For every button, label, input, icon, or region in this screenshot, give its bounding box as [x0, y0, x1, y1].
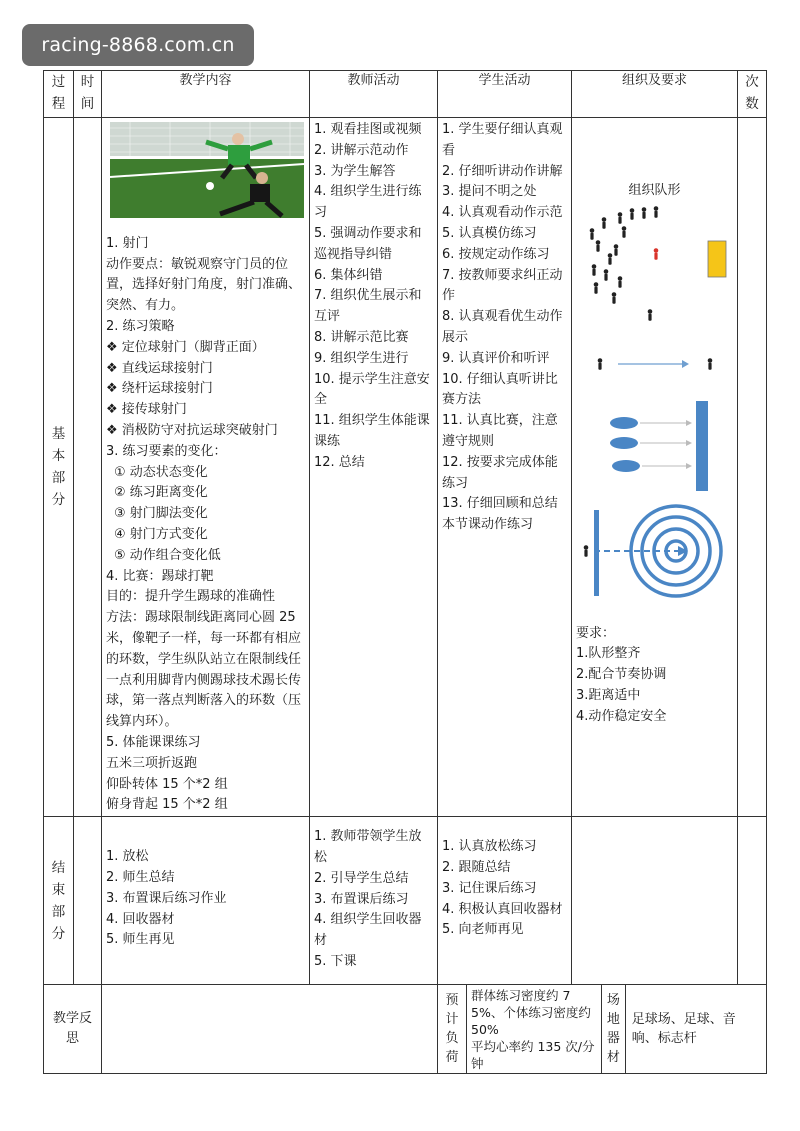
lesson-plan-table — [43, 70, 767, 1074]
content-line: ⑤ 动作组合变化低 — [114, 547, 221, 563]
header-process: 过程 — [51, 74, 66, 112]
content-line: ② 练习距离变化 — [114, 485, 208, 501]
content-line: 4. 比赛：踢球打靶 — [106, 568, 214, 584]
teacher-line: 11. 组织学生体能课课练 — [314, 413, 430, 449]
content-lines — [106, 234, 305, 816]
reflection-label: 教学反思 — [44, 985, 102, 1074]
content-line: 五米三项折返跑 — [106, 755, 198, 771]
student-line: 5. 向老师再见 — [442, 922, 524, 938]
header-teacher: 教师活动 — [310, 71, 438, 118]
content-line: 目的：提升学生踢球的准确性 — [106, 589, 276, 605]
content-line: 1. 放松 — [106, 849, 149, 865]
reflection-body — [102, 985, 438, 1074]
reflection-row — [44, 985, 767, 1074]
teacher-line: 1. 教师带领学生放松 — [314, 829, 422, 865]
student-line: 3. 记住课后练习 — [442, 880, 537, 896]
basic-content — [102, 118, 310, 817]
ending-count — [738, 817, 767, 985]
target-drill-icon — [584, 506, 721, 596]
content-line: 5. 师生再见 — [106, 932, 175, 948]
student-line: 5. 认真模仿练习 — [442, 225, 537, 241]
teacher-line: 3. 为学生解答 — [314, 163, 396, 179]
student-line: 13. 仔细回顾和总结本节课动作练习 — [442, 496, 558, 533]
student-line: 9. 认真评价和听评 — [442, 350, 550, 366]
soccer-shot-photo — [110, 122, 304, 218]
student-line: 11. 认真比赛，注意遵守规则 — [442, 413, 558, 449]
teacher-line: 2. 引导学生总结 — [314, 870, 409, 886]
content-line: 仰卧转体 15 个*2 组 — [106, 776, 228, 792]
org-title: 组织队形 — [628, 183, 681, 198]
content-line: 3. 布置课后练习作业 — [106, 890, 227, 906]
basic-label: 基本部分 — [51, 426, 66, 509]
ending-time — [74, 817, 102, 985]
ending-content — [102, 817, 310, 985]
teacher-line: 2. 讲解示范动作 — [314, 142, 409, 158]
req-line: 3.距离适中 — [576, 687, 641, 703]
load-values — [467, 985, 602, 1074]
teacher-line: 8. 讲解示范比赛 — [314, 329, 409, 345]
teacher-line: 6. 集体纠错 — [314, 267, 383, 283]
student-line: 3. 提问不明之处 — [442, 184, 537, 200]
student-line: 12. 按要求完成体能练习 — [442, 454, 558, 491]
teacher-line: 7. 组织优生展示和互评 — [314, 288, 422, 325]
content-line: ③ 射门脚法变化 — [114, 506, 208, 522]
content-line: ❖ 接传球射门 — [106, 402, 187, 418]
student-line: 1. 认真放松练习 — [442, 839, 537, 855]
header-time: 时间 — [80, 74, 95, 112]
requirements — [576, 624, 733, 728]
teacher-line: 12. 总结 — [314, 454, 365, 470]
teacher-line: 10. 提示学生注意安全 — [314, 371, 430, 408]
basic-time — [74, 118, 102, 817]
content-line: 2. 练习策略 — [106, 318, 175, 334]
content-line: 俯身背起 15 个*2 组 — [106, 797, 228, 813]
load-line: 群体练习密度约 75%、个体练习密度约 50% — [471, 987, 591, 1037]
header-organization: 组织及要求 — [572, 71, 738, 118]
student-line: 6. 按规定动作练习 — [442, 246, 550, 262]
student-line: 1. 学生要仔细认真观看 — [442, 122, 563, 158]
dribble-drill-icon — [610, 401, 708, 491]
goalkeeper-icon — [654, 248, 659, 260]
header-student: 学生活动 — [438, 71, 572, 118]
content-line: 4. 回收器材 — [106, 911, 175, 927]
content-line: ❖ 直线运球接射门 — [106, 360, 213, 376]
student-line: 4. 积极认真回收器材 — [442, 901, 563, 917]
content-line: 1. 射门 — [106, 235, 149, 251]
venue-text: 足球场、足球、音响、标志杆 — [631, 1012, 736, 1047]
ending-teacher — [310, 817, 438, 985]
student-line: 10. 仔细认真听讲比赛方法 — [442, 371, 558, 408]
content-line: ④ 射门方式变化 — [114, 526, 208, 542]
teacher-line: 5. 强调动作要求和巡视指导纠错 — [314, 225, 422, 262]
formation-diagram — [576, 202, 734, 612]
student-line: 7. 按教师要求纠正动作 — [442, 267, 563, 304]
ending-row — [44, 817, 767, 985]
ending-organization — [572, 817, 738, 985]
student-line: 8. 认真观看优生动作展示 — [442, 309, 563, 345]
req-line: 4.动作稳定安全 — [576, 708, 667, 724]
students-group-icon — [590, 206, 659, 321]
student-line: 2. 仔细听讲动作讲解 — [442, 163, 563, 179]
basic-count — [738, 118, 767, 817]
teacher-line: 5. 下课 — [314, 953, 357, 969]
content-line: ① 动态状态变化 — [114, 464, 208, 480]
content-line: 动作要点：敏锐观察守门员的位置，选择好射门角度，射门准确、突然、有力。 — [106, 256, 302, 314]
header-content: 教学内容 — [102, 71, 310, 118]
venue-label: 场地器材 — [606, 993, 620, 1066]
load-label: 预计负荷 — [445, 993, 459, 1066]
basic-organization — [572, 118, 738, 817]
venue-cell — [602, 985, 767, 1074]
content-line: 3. 练习要素的变化： — [106, 443, 227, 459]
content-line: 5. 体能课课练习 — [106, 734, 201, 750]
teacher-line: 3. 布置课后练习 — [314, 891, 409, 907]
req-line: 1.队形整齐 — [576, 646, 641, 662]
header-row — [44, 71, 767, 118]
content-line: ❖ 定位球射门（脚背正面） — [106, 339, 265, 355]
load-line: 平均心率约 135 次/分钟 — [471, 1038, 595, 1071]
student-line: 2. 跟随总结 — [442, 859, 511, 875]
student-line: 4. 认真观看动作示范 — [442, 205, 563, 221]
teacher-line: 9. 组织学生进行 — [314, 350, 409, 366]
ending-label: 结束部分 — [51, 859, 66, 942]
content-line: 2. 师生总结 — [106, 869, 175, 885]
watermark: racing-8868.com.cn — [22, 24, 254, 66]
ending-student — [438, 817, 572, 985]
teacher-line: 4. 组织学生回收器材 — [314, 912, 422, 949]
content-line: ❖ 消极防守对抗运球突破射门 — [106, 422, 278, 438]
content-line: 方法：踢球限制线距离同心圆 25 米，像靶子一样，每一环都有相应的环数，学生纵队站立在限制线任一点利用脚背内侧踢球技术踢长传球，第一落点判断落入的环数（压线算内环）。 — [106, 610, 302, 730]
basic-teacher — [310, 118, 438, 817]
req-title: 要求： — [576, 625, 616, 641]
header-count: 次数 — [745, 74, 759, 112]
content-line: ❖ 绕杆运球接射门 — [106, 381, 213, 397]
teacher-line: 1. 观看挂图或视频 — [314, 122, 422, 137]
req-line: 2.配合节奏协调 — [576, 667, 667, 683]
teacher-line: 4. 组织学生进行练习 — [314, 184, 422, 221]
goal-icon — [708, 241, 726, 277]
basic-row — [44, 118, 767, 817]
basic-student — [438, 118, 572, 817]
